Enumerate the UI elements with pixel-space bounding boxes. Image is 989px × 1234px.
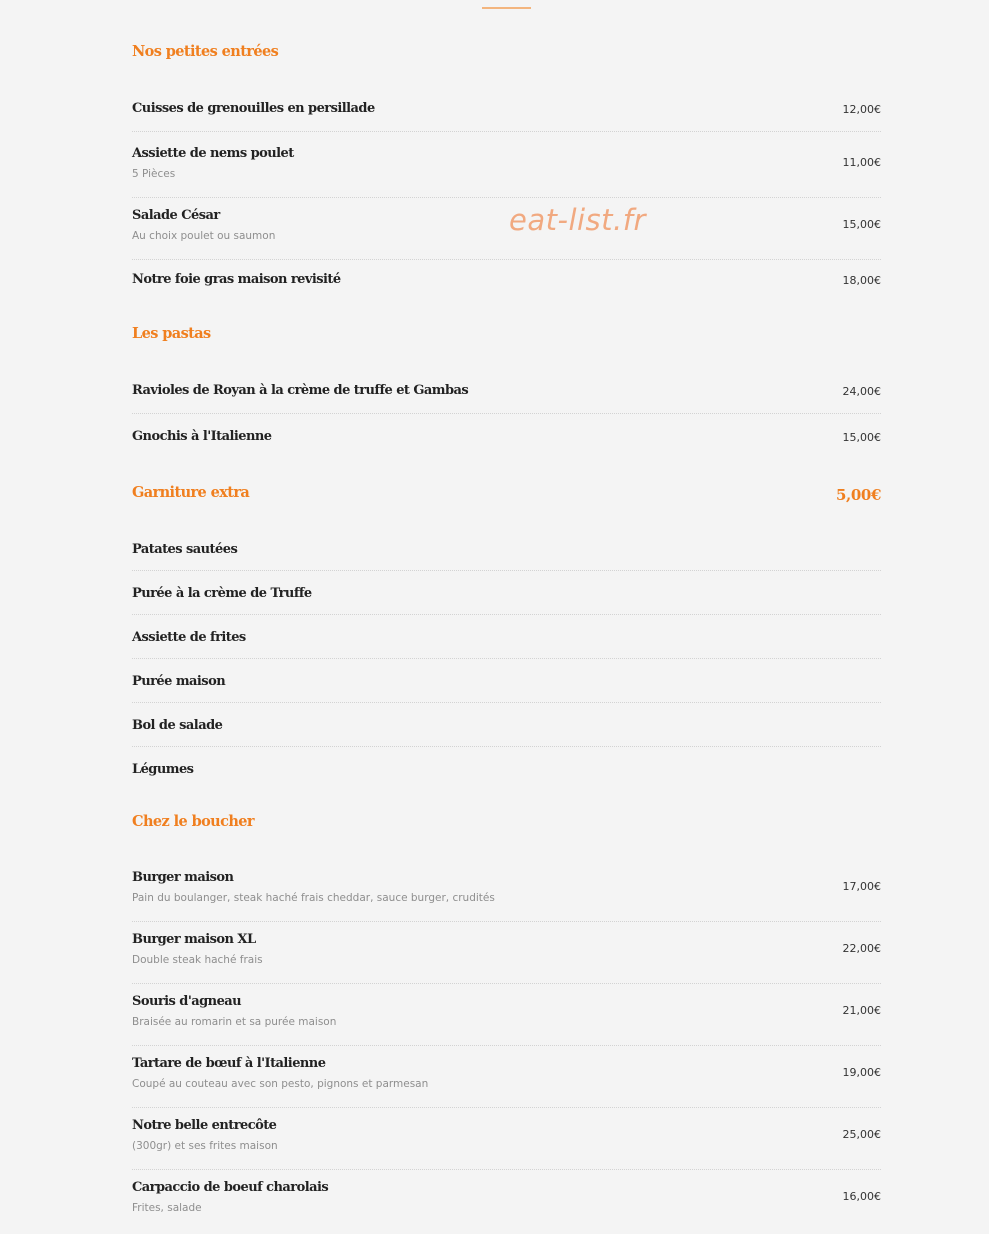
item-name: Bol de salade [132,718,223,733]
item-description: Au choix poulet ou saumon [132,230,276,242]
item-price: 24,00€ [842,385,881,398]
item-divider [132,197,881,198]
item-name: Salade César [132,208,220,223]
top-accent-line [482,7,531,9]
item-description: Pain du boulanger, steak haché frais cheddar, sauce burger, crudités [132,892,495,904]
item-divider [132,658,881,659]
item-price: 22,00€ [842,942,881,955]
item-price: 18,00€ [842,274,881,287]
item-name: Légumes [132,762,194,777]
item-description: Double steak haché frais [132,954,263,966]
item-price: 21,00€ [842,1004,881,1017]
item-name: Purée à la crème de Truffe [132,586,312,601]
item-description: (300gr) et ses frites maison [132,1140,278,1152]
item-price: 15,00€ [842,218,881,231]
item-name: Notre foie gras maison revisité [132,272,341,287]
item-name: Assiette de nems poulet [132,146,294,161]
section-price-garniture: 5,00€ [836,486,881,504]
item-divider [132,1045,881,1046]
item-description: Coupé au couteau avec son pesto, pignons et parmesan [132,1078,429,1090]
item-name: Souris d'agneau [132,994,242,1009]
item-description: 5 Pièces [132,168,176,180]
item-divider [132,131,881,132]
item-divider [132,702,881,703]
item-name: Burger maison [132,870,234,885]
item-divider [132,983,881,984]
item-price: 25,00€ [842,1128,881,1141]
item-name: Carpaccio de boeuf charolais [132,1180,329,1195]
item-name: Patates sautées [132,542,238,557]
section-title-pastas: Les pastas [132,325,211,342]
section-title-entrees: Nos petites entrées [132,43,279,60]
item-name: Cuisses de grenouilles en persillade [132,101,375,116]
item-name: Notre belle entrecôte [132,1118,277,1133]
section-title-boucher: Chez le boucher [132,813,254,830]
item-price: 11,00€ [842,156,881,169]
item-price: 15,00€ [842,431,881,444]
item-divider [132,614,881,615]
item-divider [132,259,881,260]
item-divider [132,1107,881,1108]
item-description: Braisée au romarin et sa purée maison [132,1016,337,1028]
watermark: eat-list.fr [509,203,646,237]
item-price: 12,00€ [842,103,881,116]
item-divider [132,1169,881,1170]
item-name: Purée maison [132,674,226,689]
item-name: Tartare de bœuf à l'Italienne [132,1056,326,1071]
item-name: Assiette de frites [132,630,246,645]
section-title-garniture: Garniture extra [132,484,250,501]
item-description: Frites, salade [132,1202,202,1214]
item-name: Ravioles de Royan à la crème de truffe et Gambas [132,383,469,398]
item-divider [132,570,881,571]
item-divider [132,413,881,414]
item-divider [132,746,881,747]
item-price: 16,00€ [842,1190,881,1203]
item-price: 19,00€ [842,1066,881,1079]
item-name: Burger maison XL [132,932,256,947]
item-name: Gnochis à l'Italienne [132,429,272,444]
item-divider [132,921,881,922]
item-price: 17,00€ [842,880,881,893]
